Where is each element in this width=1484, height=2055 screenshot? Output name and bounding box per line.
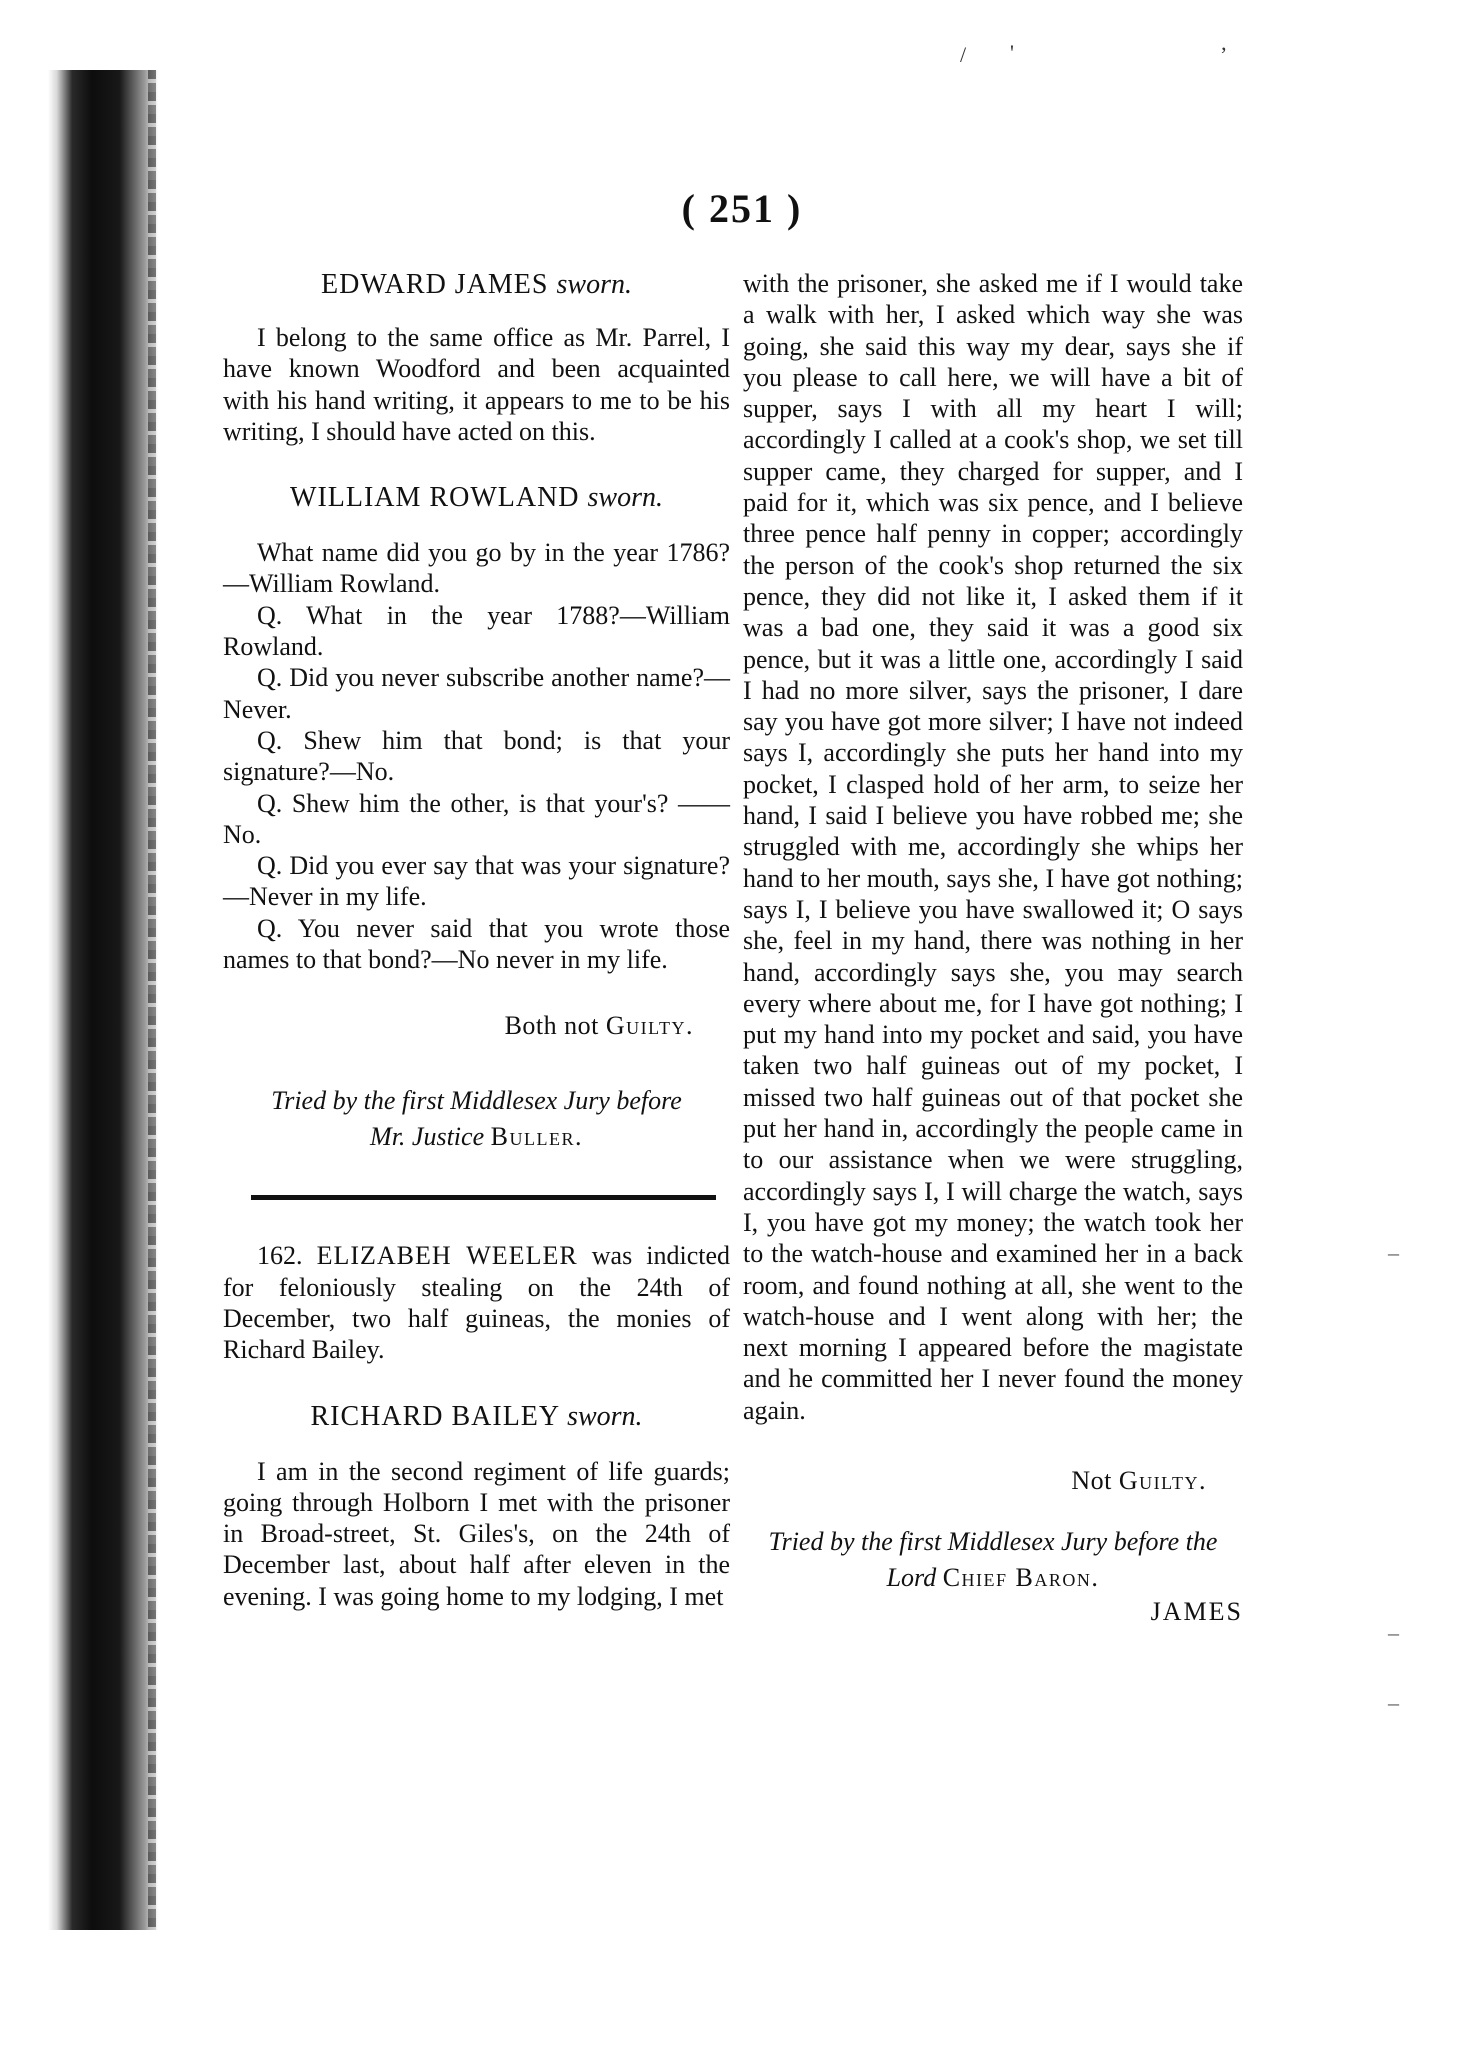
testimony-continuation: with the prisoner, she asked me if I would take a walk with her, I asked which way she was going, she said this way my dear, says she if you please to call here, we will have a bit of supper, says I with all my heart I will; accordingly I called at a cook's shop, we set till supper came, they charged for supper, and I paid for it, which was six pence, and I believe three pence half penny in copper; accordingly the person of the cook's shop returned the six pence, they did not like it, I asked them if it was a bad one, they said it was a good six pence, but it was a little one, accordingly I said I had no more silver, says the prisoner, I dare say you have got more silver; I have not indeed says I, accordingly she puts her hand into my pocket, I clasped hold of her arm, to seize her hand, I said I believe you have robbed me; she struggled with me, accordingly she whips her hand to her mouth, says she, I have got nothing; says I, I believe you have swallowed it; O says she, feel in my hand, there was nothing in her hand, accordingly says she, you may search every where about me, for I have got nothing; I put my hand into my pocket and said, you have taken two half guineas out of my pocket, I missed two half guineas out of that pocket she put her hand in, accordingly the people came in to our assistance when we were struggling, accordingly says I, I will charge the watch, says I, you have got my money; the watch took her to the watch-house and examined her in a back room, and found nothing at all, she went to the watch-house and I went along with her; the next morning I appeared before the magistate and he committed her I never found the money again. bbox=[743, 269, 1243, 1425]
left-column bbox=[223, 268, 730, 1612]
sworn-label: sworn. bbox=[587, 482, 663, 514]
witness-name: EDWARD JAMES bbox=[321, 269, 549, 300]
witness-heading-william-rowland bbox=[223, 481, 730, 515]
page-number: ( 251 ) bbox=[681, 186, 803, 231]
print-speck: ' bbox=[1010, 40, 1014, 65]
question-answer: What name did you go by in the year 1786?—William Rowland. bbox=[223, 538, 730, 599]
case-number: 162. bbox=[257, 1241, 303, 1271]
question-answer: Q. Shew him the other, is that your's? ——No. bbox=[223, 788, 730, 849]
indictment-text: was indicted for feloniously stealing on the 24th of December, two half guineas, the monies of Richard Bailey. bbox=[223, 1241, 731, 1365]
trial-line-1: Tried by the first Middlesex Jury before the bbox=[768, 1526, 1218, 1556]
verdict-prefix: Not bbox=[1071, 1465, 1112, 1495]
verdict-word: Guilty. bbox=[1118, 1465, 1207, 1495]
trial-line-2 bbox=[743, 1560, 1243, 1596]
catchword: JAMES bbox=[1150, 1596, 1243, 1626]
margin-tick: – bbox=[1388, 1240, 1399, 1265]
margin-tick: – bbox=[1388, 1620, 1399, 1645]
question-answer: Q. Did you ever say that was your signature?—Never in my life. bbox=[223, 851, 730, 912]
verdict bbox=[743, 1464, 1243, 1498]
margin-tick: – bbox=[1388, 1690, 1399, 1715]
right-column bbox=[743, 268, 1243, 1627]
question-answer: Q. Shew him that bond; is that your signature?—No. bbox=[223, 725, 730, 787]
sworn-label: sworn. bbox=[556, 269, 632, 300]
trial-line-1: Tried by the first Middlesex Jury before bbox=[271, 1086, 682, 1116]
defendant-name: ELIZABEH WEELER bbox=[316, 1241, 578, 1271]
testimony-paragraph: I am in the second regiment of life guards; going through Holborn I met with the prisoner in Broad-street, St. Giles's, on the 24th of December last, about half after eleven in the evening. I was going home to my lodging, I met bbox=[223, 1456, 730, 1611]
verdict bbox=[223, 1009, 730, 1043]
judge-title: Lord bbox=[886, 1562, 937, 1592]
question-answer: Q. You never said that you wrote those names to that bond?—No never in my life. bbox=[223, 913, 730, 975]
book-gutter-edge bbox=[148, 70, 156, 1930]
judge-name: Chief Baron. bbox=[942, 1562, 1100, 1592]
sworn-label: sworn. bbox=[567, 1400, 643, 1432]
judge-name: Buller. bbox=[490, 1122, 583, 1152]
trial-line-2 bbox=[223, 1119, 730, 1155]
print-speck: / bbox=[960, 42, 967, 67]
verdict-prefix: Both not bbox=[504, 1011, 599, 1041]
question-answer: Q. Did you never subscribe another name?—Never. bbox=[223, 663, 730, 724]
book-spine-shadow bbox=[48, 70, 158, 1930]
print-speck: ‚ bbox=[1220, 30, 1228, 55]
question-answer: Q. What in the year 1788?—William Rowland. bbox=[223, 600, 730, 662]
testimony-paragraph: I belong to the same office as Mr. Parrel, I have known Woodford and been acquainted with his hand writing, it appears to me to be his writing, I should have acted on this. bbox=[223, 323, 730, 446]
witness-name: RICHARD BAILEY bbox=[310, 1400, 560, 1432]
indictment-paragraph bbox=[223, 1240, 730, 1365]
witness-name: WILLIAM ROWLAND bbox=[290, 482, 580, 514]
judge-title: Mr. Justice bbox=[370, 1122, 485, 1152]
witness-heading-richard-bailey bbox=[223, 1400, 730, 1434]
verdict-word: Guilty. bbox=[605, 1011, 694, 1041]
witness-heading-edward-james bbox=[223, 268, 730, 302]
